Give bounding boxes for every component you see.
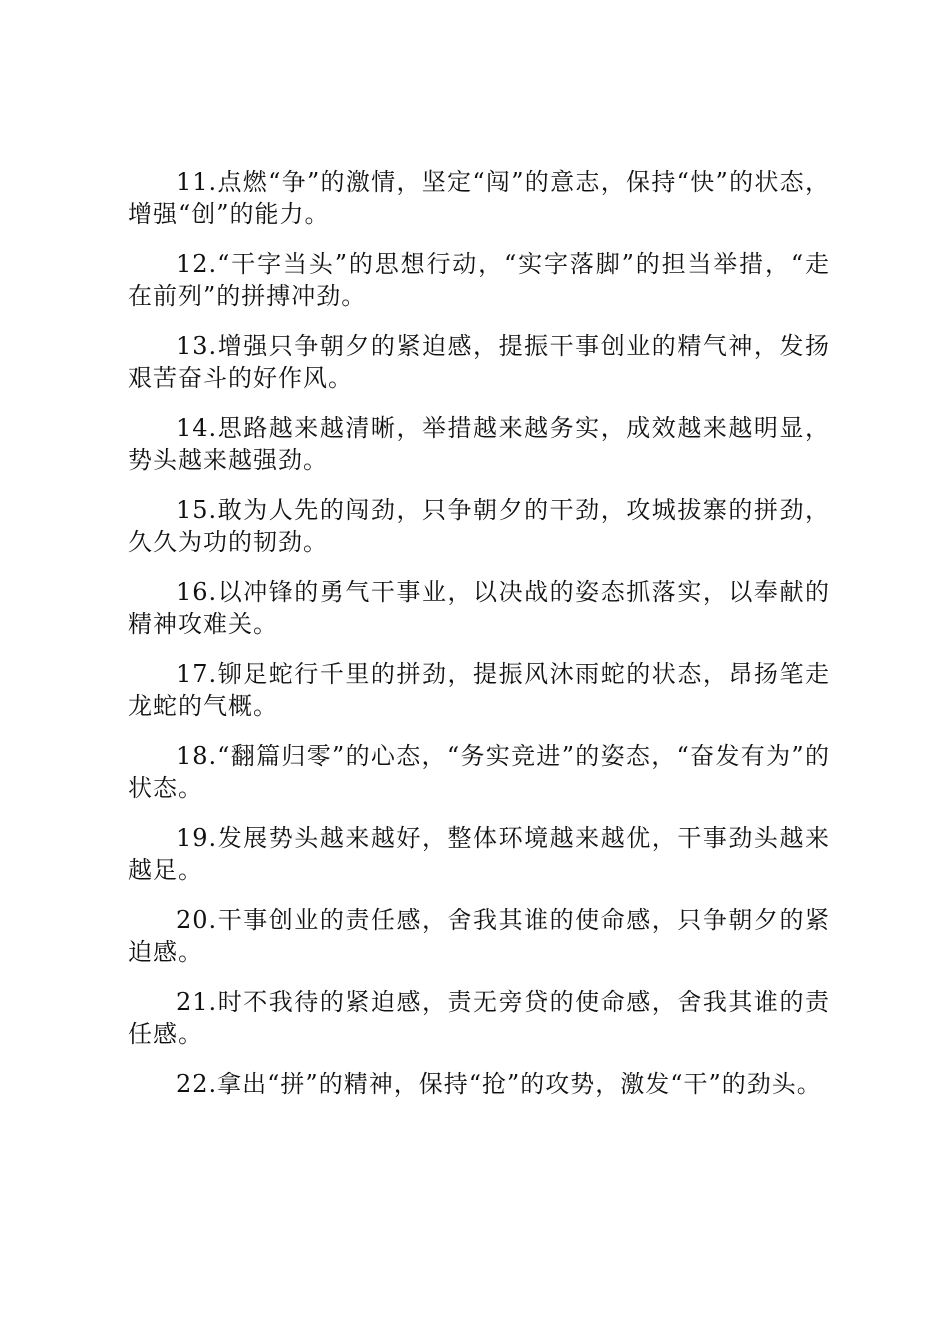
paragraph-12: 12.“干字当头”的思想行动，“实字落脚”的担当举措，“走在前列”的拼搏冲劲。	[128, 250, 830, 310]
paragraph-17: 17.铆足蛇行千里的拼劲，提振风沐雨蛇的状态，昂扬笔走龙蛇的气概。	[128, 660, 830, 720]
paragraph-21: 21.时不我待的紧迫感，责无旁贷的使命感，舍我其谁的责任感。	[128, 988, 830, 1048]
paragraph-13: 13.增强只争朝夕的紧迫感，提振干事创业的精气神，发扬艰苦奋斗的好作风。	[128, 332, 830, 392]
paragraph-20: 20.干事创业的责任感，舍我其谁的使命感，只争朝夕的紧迫感。	[128, 906, 830, 966]
paragraph-15: 15.敢为人先的闯劲，只争朝夕的干劲，攻城拔寨的拼劲，久久为功的韧劲。	[128, 496, 830, 556]
paragraph-16: 16.以冲锋的勇气干事业，以决战的姿态抓落实，以奉献的精神攻难关。	[128, 578, 830, 638]
paragraph-18: 18.“翻篇归零”的心态，“务实竞进”的姿态，“奋发有为”的状态。	[128, 742, 830, 802]
document-body	[128, 166, 830, 1118]
paragraph-11: 11.点燃“争”的激情，坚定“闯”的意志，保持“快”的状态，增强“创”的能力。	[128, 168, 830, 228]
paragraph-19: 19.发展势头越来越好，整体环境越来越优，干事劲头越来越足。	[128, 824, 830, 884]
paragraph-22: 22.拿出“拼”的精神，保持“抢”的攻势，激发“干”的劲头。	[176, 1070, 822, 1098]
paragraph-14: 14.思路越来越清晰，举措越来越务实，成效越来越明显，势头越来越强劲。	[128, 414, 830, 474]
